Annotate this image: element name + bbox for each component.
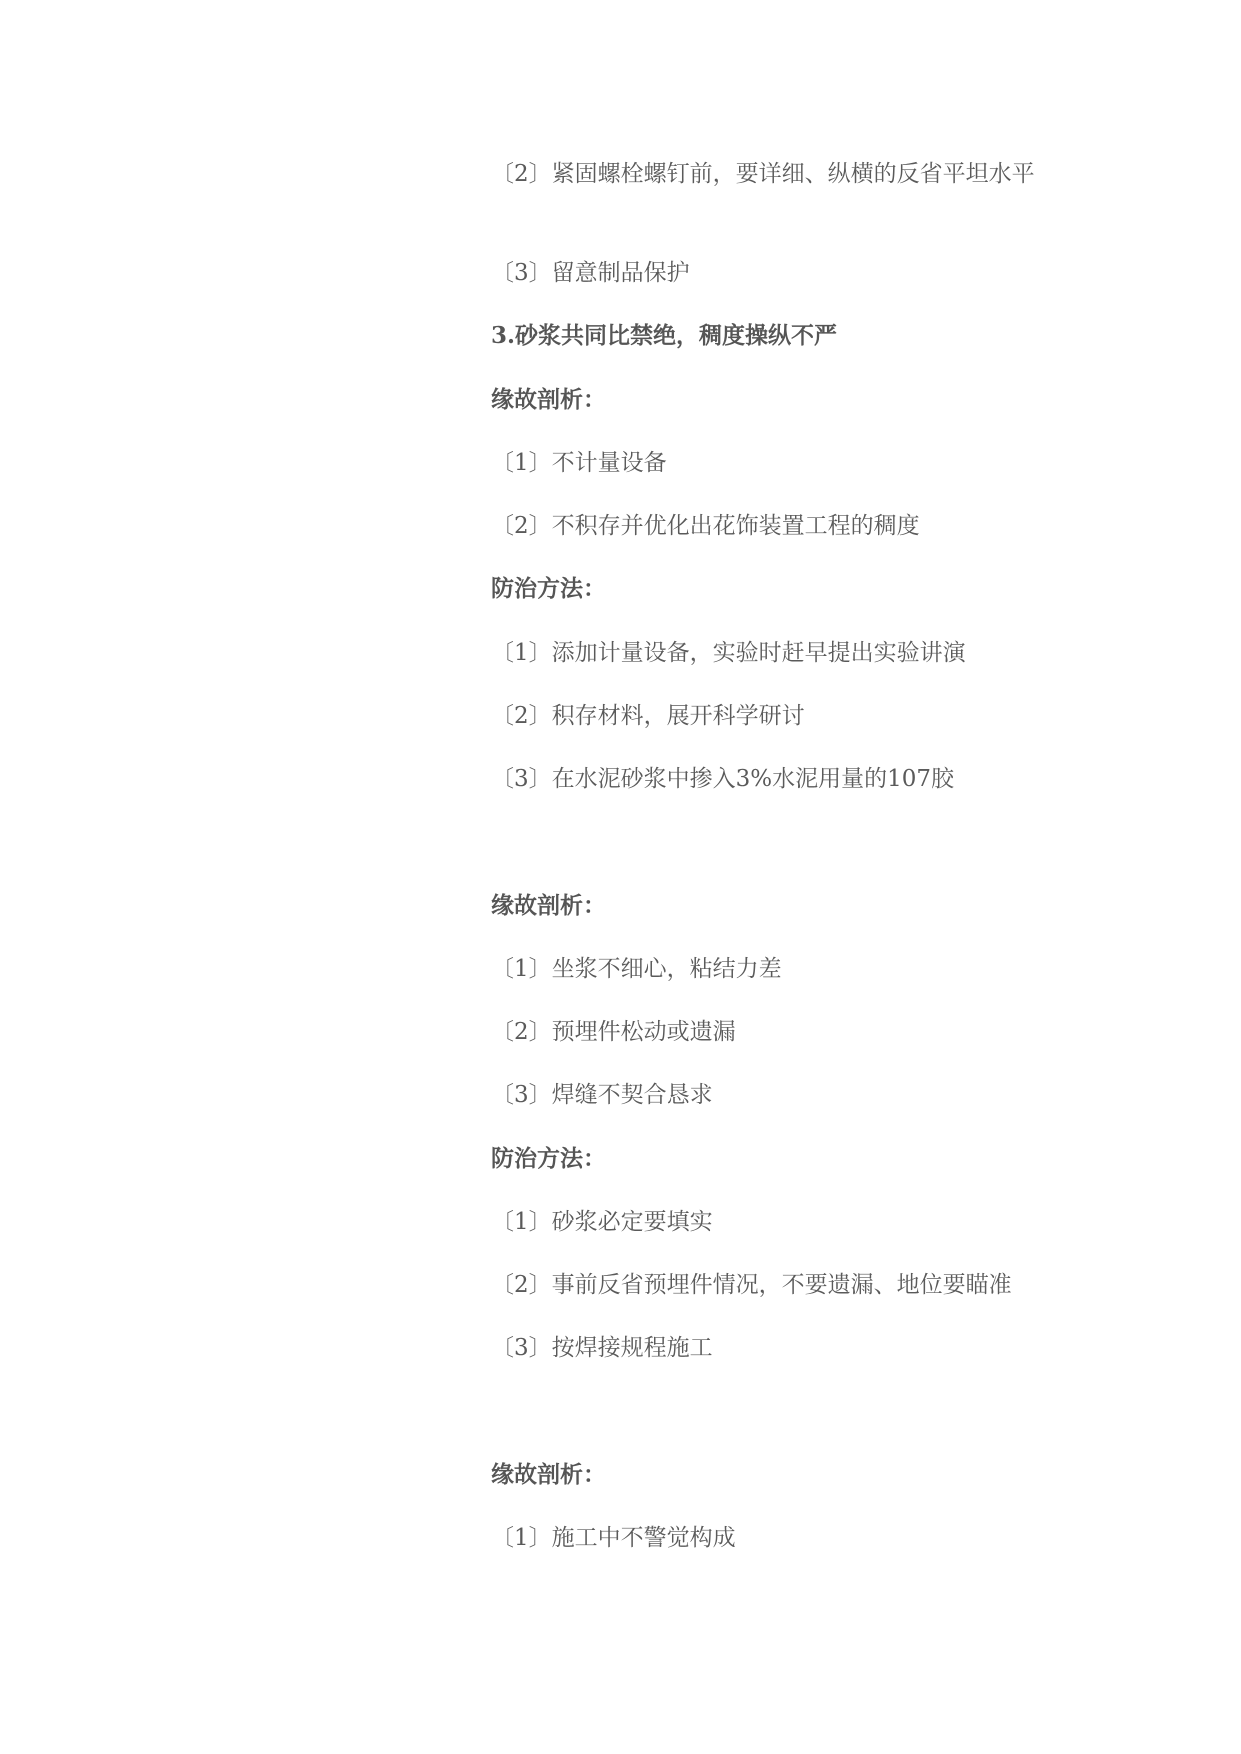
paragraph-line: 〔1〕添加计量设备，实验时赶早提出实验讲演: [491, 640, 966, 666]
paragraph-line: 〔3〕留意制品保护: [491, 260, 690, 286]
paragraph-line: 〔2〕不积存并优化出花饰装置工程的稠度: [491, 513, 920, 539]
paragraph-line: 〔1〕砂浆必定要填实: [491, 1209, 713, 1235]
paragraph-line: 〔2〕紧固螺栓螺钉前，要详细、纵横的反省平坦水平: [491, 161, 1035, 187]
paragraph-line: 〔3〕按焊接规程施工: [491, 1335, 713, 1361]
paragraph-line: 〔3〕焊缝不契合恳求: [491, 1082, 713, 1108]
paragraph-line: 〔2〕预埋件松动或遗漏: [491, 1019, 736, 1045]
subheading-cause: 缘故剖析：: [491, 892, 606, 919]
subheading-prevention: 防治方法：: [491, 1145, 606, 1172]
paragraph-line: 〔3〕在水泥砂浆中掺入3%水泥用量的107胶: [491, 766, 955, 792]
subheading-cause: 缘故剖析：: [491, 1461, 606, 1488]
paragraph-line: 〔2〕事前反省预埋件情况，不要遗漏、地位要瞄准: [491, 1272, 1012, 1298]
paragraph-line: 〔1〕不计量设备: [491, 450, 667, 476]
paragraph-line: 〔1〕施工中不警觉构成: [491, 1525, 736, 1551]
section-heading: 3.砂浆共同比禁绝，稠度操纵不严: [491, 322, 838, 349]
subheading-cause: 缘故剖析：: [491, 386, 606, 413]
paragraph-line: 〔2〕积存材料，展开科学研讨: [491, 703, 805, 729]
subheading-prevention: 防治方法：: [491, 575, 606, 602]
paragraph-line: 〔1〕坐浆不细心，粘结力差: [491, 956, 782, 982]
